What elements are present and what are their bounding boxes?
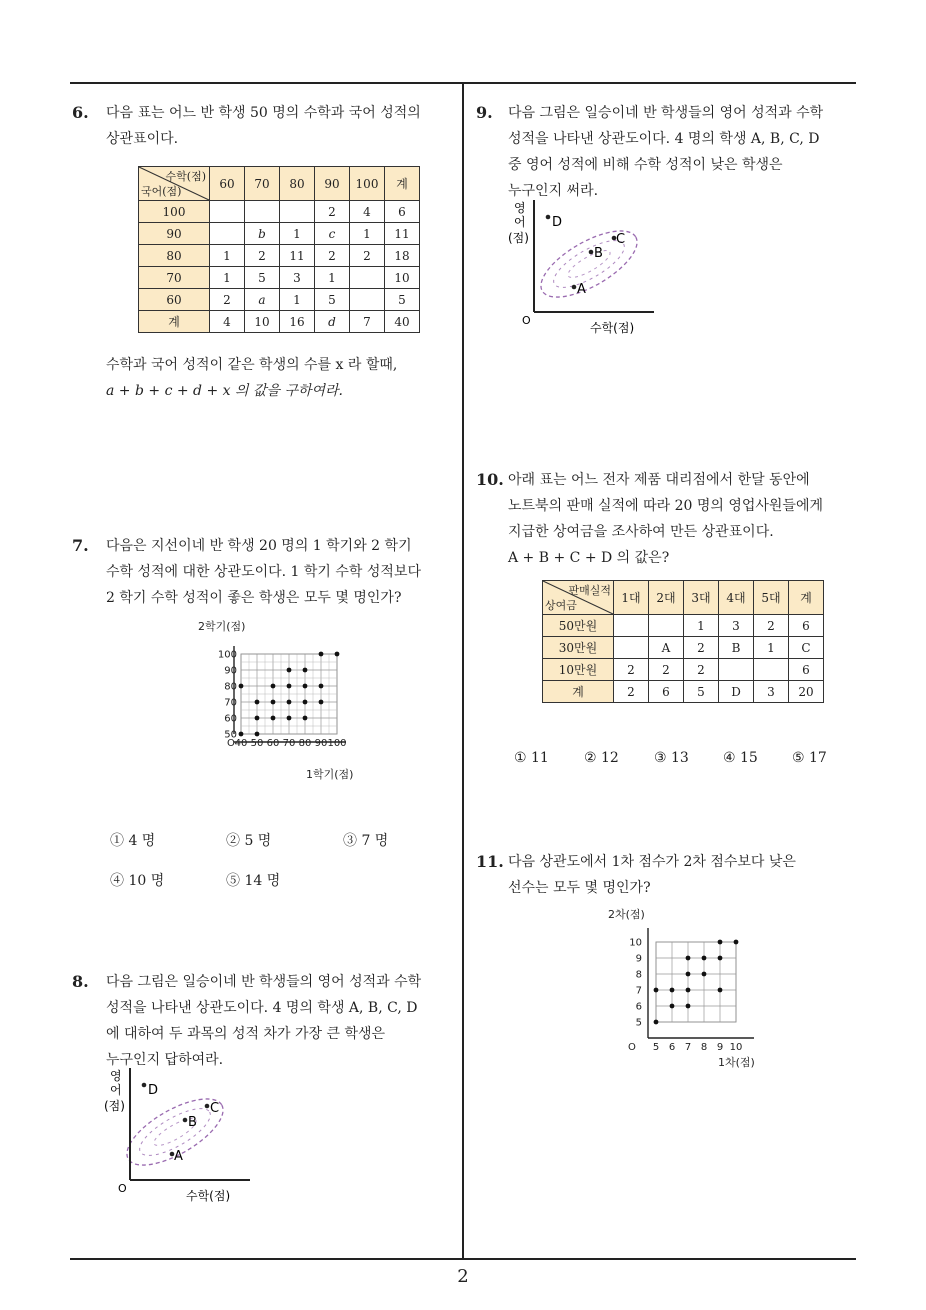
q11-y-tick: 7	[635, 985, 642, 997]
q7-data-point	[239, 732, 244, 737]
q7-y-tick: 90	[224, 665, 237, 677]
q6-corner-bottom: 국어(점)	[141, 185, 182, 198]
q8-line: 성적을 나타낸 상관도이다. 4 명의 학생 A, B, C, D	[106, 1000, 418, 1016]
q6-col-header: 계	[385, 167, 420, 201]
q8-text	[106, 969, 421, 1073]
q10-cell: 1	[684, 615, 719, 637]
q6-question-line: a + b + c + d + x 의 값을 구하여라.	[106, 383, 343, 399]
q10-cell: B	[719, 637, 754, 659]
q7-data-point	[303, 716, 308, 721]
q6-row-header: 80	[139, 245, 210, 267]
q7-data-point	[255, 732, 260, 737]
q10-cell: A	[649, 637, 684, 659]
q6-cell: 1	[210, 267, 245, 289]
q7-x-tick: 100	[327, 738, 347, 749]
q10-row-header: 계	[543, 681, 614, 703]
q6-cell: a	[245, 289, 280, 311]
q7-y-tick: 70	[224, 697, 237, 709]
q6-cell	[245, 201, 280, 223]
q6-cell: 18	[385, 245, 420, 267]
q10-text	[508, 467, 823, 571]
q7-scatter-chart	[196, 616, 376, 784]
q9-y-label: 영	[514, 201, 526, 215]
q6-col-header: 70	[245, 167, 280, 201]
q11-data-point	[734, 940, 739, 945]
q10-line: 지급한 상여금을 조사하여 만든 상관표이다.	[508, 524, 774, 540]
q6-cell: 40	[385, 311, 420, 333]
q10-line: 아래 표는 어느 전자 제품 대리점에서 한달 동안에	[508, 472, 810, 488]
q10-corner-cell	[543, 581, 614, 615]
q6-cell: d	[315, 311, 350, 333]
q6-cell: 5	[245, 267, 280, 289]
q10-cell: C	[789, 637, 824, 659]
q6-correlation-table	[138, 166, 420, 333]
q11-y-tick: 5	[635, 1017, 642, 1029]
q7-data-point	[319, 652, 324, 657]
q6-cell: 2	[245, 245, 280, 267]
q10-choice[interactable]: ① 11	[514, 750, 549, 766]
q10-cell: 3	[754, 681, 789, 703]
q10-cell: 6	[649, 681, 684, 703]
q11-x-tick: 7	[684, 1042, 692, 1053]
q11-line: 다음 상관도에서 1차 점수가 2차 점수보다 낮은	[508, 854, 796, 870]
q7-line: 수학 성적에 대한 상관도이다. 1 학기 수학 성적보다	[106, 564, 421, 580]
q9-text	[508, 100, 823, 204]
q6-cell: 1	[350, 223, 385, 245]
q7-choice[interactable]: ⑤ 14 명	[226, 873, 281, 889]
q10-cell: 2	[614, 681, 649, 703]
q7-y-tick: 60	[224, 713, 237, 725]
q11-y-label: 2차(점)	[608, 908, 645, 921]
q7-data-point	[303, 668, 308, 673]
q9-line: 다음 그림은 일승이네 반 학생들의 영어 성적과 수학	[508, 105, 824, 121]
q10-cell: 6	[789, 659, 824, 681]
q10-col-header: 5대	[754, 581, 789, 615]
q8-origin: O	[118, 1182, 127, 1195]
q7-x-tick: 50	[250, 738, 264, 749]
q11-y-tick: 8	[635, 969, 642, 981]
q11-number: 11.	[476, 852, 504, 871]
q10-cell	[754, 659, 789, 681]
q10-corner-top: 판매실적	[568, 584, 611, 597]
q7-data-point	[287, 700, 292, 705]
q10-cell: 1	[754, 637, 789, 659]
q10-col-header: 3대	[684, 581, 719, 615]
q6-cell	[210, 201, 245, 223]
q7-choice[interactable]: ② 5 명	[226, 833, 272, 849]
q6-cell	[210, 223, 245, 245]
q8-line: 에 대하여 두 과목의 성적 차가 가장 큰 학생은	[106, 1026, 386, 1042]
q10-cell	[649, 615, 684, 637]
q9-y-label: (점)	[508, 231, 529, 245]
q8-sketch-scatter	[100, 1068, 260, 1204]
q6-row-header: 90	[139, 223, 210, 245]
q9-number: 9.	[476, 103, 493, 122]
q9-point-b: B	[594, 246, 603, 261]
q11-x-label: 1차(점)	[718, 1056, 755, 1069]
q6-cell: 3	[280, 267, 315, 289]
q8-number: 8.	[72, 972, 89, 991]
q10-line: 노트북의 판매 실적에 따라 20 명의 영업사원들에게	[508, 498, 823, 514]
q6-row-header: 70	[139, 267, 210, 289]
q10-cell: D	[719, 681, 754, 703]
q6-cell: 7	[350, 311, 385, 333]
q7-origin: O	[227, 738, 235, 749]
q10-number: 10.	[476, 470, 504, 489]
q10-corner-bottom: 상여금	[545, 599, 577, 612]
q6-cell: 2	[315, 245, 350, 267]
q7-data-point	[335, 652, 340, 657]
q10-cell: 2	[614, 659, 649, 681]
q11-text	[508, 849, 796, 901]
q7-data-point	[239, 684, 244, 689]
q6-row-header: 100	[139, 201, 210, 223]
q8-point-c: C	[210, 1101, 220, 1116]
q10-cell: 2	[754, 615, 789, 637]
q10-cell	[719, 659, 754, 681]
q7-choice[interactable]: ④ 10 명	[110, 873, 165, 889]
q11-data-point	[702, 972, 707, 977]
q10-line: A + B + C + D 의 값은?	[508, 550, 670, 566]
q6-cell: 1	[210, 245, 245, 267]
q10-cell: 2	[684, 659, 719, 681]
column-divider	[462, 83, 464, 1259]
q6-question-line: 수학과 국어 성적이 같은 학생의 수를 x 라 할때,	[106, 357, 398, 373]
q6-cell: 11	[280, 245, 315, 267]
q9-line: 누구인지 써라.	[508, 183, 599, 199]
q8-y-label: 어	[110, 1083, 122, 1097]
q6-number: 6.	[72, 103, 89, 122]
q6-cell: 2	[315, 201, 350, 223]
q7-data-point	[287, 716, 292, 721]
q11-x-tick: 5	[652, 1042, 660, 1053]
q6-cell: 10	[245, 311, 280, 333]
q6-question	[106, 352, 397, 404]
q10-cell	[614, 637, 649, 659]
q10-choice[interactable]: ② 12	[584, 750, 619, 766]
q7-line: 다음은 지선이네 반 학생 20 명의 1 학기와 2 학기	[106, 538, 412, 554]
q10-col-header: 1대	[614, 581, 649, 615]
q6-cell	[280, 201, 315, 223]
q11-plot-area	[656, 942, 736, 1022]
q11-y-tick: 9	[635, 953, 642, 965]
q6-cell: 4	[210, 311, 245, 333]
q11-x-tick: 8	[700, 1042, 708, 1053]
q10-col-header: 4대	[719, 581, 754, 615]
q11-data-point	[686, 1004, 691, 1009]
q11-x-tick: 9	[716, 1042, 724, 1053]
q9-y-label: 어	[514, 215, 526, 229]
q11-data-point	[670, 988, 675, 993]
q9-origin: O	[522, 314, 531, 327]
q6-cell: 1	[315, 267, 350, 289]
q6-cell: 6	[385, 201, 420, 223]
q6-cell: 4	[350, 201, 385, 223]
q9-line: 중 영어 성적에 비해 수학 성적이 낮은 학생은	[508, 157, 783, 173]
q6-col-header: 100	[350, 167, 385, 201]
q6-cell: 1	[280, 223, 315, 245]
q6-row-header: 계	[139, 311, 210, 333]
q10-cell: 20	[789, 681, 824, 703]
q9-point-a: A	[577, 282, 586, 297]
q6-cell: 10	[385, 267, 420, 289]
q7-y-tick: 100	[217, 649, 237, 661]
q6-corner-top: 수학(점)	[165, 170, 206, 183]
q11-data-point	[686, 988, 691, 993]
q11-data-point	[718, 988, 723, 993]
q6-corner-cell	[139, 167, 210, 201]
q7-choice[interactable]: ③ 7 명	[343, 833, 389, 849]
q11-data-point	[718, 956, 723, 961]
q10-correlation-table	[542, 580, 824, 703]
q7-line: 2 학기 수학 성적이 좋은 학생은 모두 몇 명인가?	[106, 590, 402, 606]
q6-cell: 2	[210, 289, 245, 311]
q6-cell: 16	[280, 311, 315, 333]
q6-cell: 1	[280, 289, 315, 311]
q7-choice[interactable]: ① 4 명	[110, 833, 156, 849]
q8-line: 다음 그림은 일승이네 반 학생들의 영어 성적과 수학	[106, 974, 422, 990]
q11-x-tick: 10	[729, 1042, 743, 1053]
q11-y-tick: 10	[629, 937, 642, 949]
q6-row-header: 60	[139, 289, 210, 311]
q10-cell: 5	[684, 681, 719, 703]
q6-cell: 5	[385, 289, 420, 311]
q11-data-point	[654, 1020, 659, 1025]
q7-number: 7.	[72, 536, 89, 555]
q7-x-tick: 80	[298, 738, 312, 749]
q7-data-point	[271, 684, 276, 689]
q7-data-point	[303, 700, 308, 705]
q10-choice[interactable]: ④ 15	[723, 750, 758, 766]
q7-x-tick: 90	[314, 738, 328, 749]
q7-data-point	[255, 716, 260, 721]
q9-line: 성적을 나타낸 상관도이다. 4 명의 학생 A, B, C, D	[508, 131, 820, 147]
q6-cell: 11	[385, 223, 420, 245]
q6-line: 상관표이다.	[106, 131, 179, 147]
q7-data-point	[287, 668, 292, 673]
q7-data-point	[319, 700, 324, 705]
q10-row-header: 30만원	[543, 637, 614, 659]
q9-point-d: D	[552, 215, 563, 230]
q10-row-header: 50만원	[543, 615, 614, 637]
q7-y-label: 2학기(점)	[198, 620, 246, 633]
q11-scatter-chart	[608, 904, 778, 1076]
q8-point-b: B	[188, 1115, 197, 1130]
q11-data-point	[718, 940, 723, 945]
q7-data-point	[271, 700, 276, 705]
q10-cell: 2	[649, 659, 684, 681]
q8-point-d: D	[148, 1083, 159, 1098]
q6-col-header: 80	[280, 167, 315, 201]
q6-line: 다음 표는 어느 반 학생 50 명의 수학과 국어 성적의	[106, 105, 421, 121]
q10-col-header: 계	[789, 581, 824, 615]
q8-point-a: A	[174, 1149, 183, 1164]
q10-row-header: 10만원	[543, 659, 614, 681]
q10-choice[interactable]: ⑤ 17	[792, 750, 827, 766]
q6-cell: b	[245, 223, 280, 245]
q11-y-tick: 6	[635, 1001, 642, 1013]
q11-origin: O	[628, 1042, 636, 1053]
q11-line: 선수는 모두 몇 명인가?	[508, 880, 651, 896]
q7-x-tick: 40	[234, 738, 248, 749]
q11-data-point	[686, 972, 691, 977]
q6-col-header: 60	[210, 167, 245, 201]
q7-data-point	[271, 716, 276, 721]
q7-x-tick: 60	[266, 738, 280, 749]
q7-y-tick: 80	[224, 681, 237, 693]
q8-line: 누구인지 답하여라.	[106, 1052, 224, 1068]
q10-choice[interactable]: ③ 13	[654, 750, 689, 766]
q6-cell	[350, 289, 385, 311]
q10-cell: 2	[684, 637, 719, 659]
q11-data-point	[654, 988, 659, 993]
q11-data-point	[702, 956, 707, 961]
q7-data-point	[287, 684, 292, 689]
q8-x-label: 수학(점)	[186, 1189, 231, 1203]
q6-cell	[350, 267, 385, 289]
q6-col-header: 90	[315, 167, 350, 201]
q7-x-label: 1학기(점)	[306, 768, 354, 781]
q8-y-label: (점)	[104, 1099, 125, 1113]
q6-cell: c	[315, 223, 350, 245]
q6-cell: 5	[315, 289, 350, 311]
page-number: 2	[457, 1266, 469, 1287]
q7-x-tick: 70	[282, 738, 296, 749]
q8-y-label: 영	[110, 1069, 122, 1083]
q10-cell: 6	[789, 615, 824, 637]
q7-text	[106, 533, 421, 611]
q6-text	[106, 100, 421, 152]
q6-cell: 2	[350, 245, 385, 267]
q11-x-tick: 6	[668, 1042, 676, 1053]
q9-point-c: C	[616, 232, 626, 247]
q10-cell	[614, 615, 649, 637]
q7-y-tick: 50	[224, 729, 237, 741]
q10-cell: 3	[719, 615, 754, 637]
q7-data-point	[255, 700, 260, 705]
q10-col-header: 2대	[649, 581, 684, 615]
q11-data-point	[670, 1004, 675, 1009]
q7-data-point	[303, 684, 308, 689]
q9-x-label: 수학(점)	[590, 321, 635, 335]
q7-data-point	[319, 684, 324, 689]
q11-data-point	[686, 956, 691, 961]
q9-sketch-scatter	[504, 200, 664, 336]
